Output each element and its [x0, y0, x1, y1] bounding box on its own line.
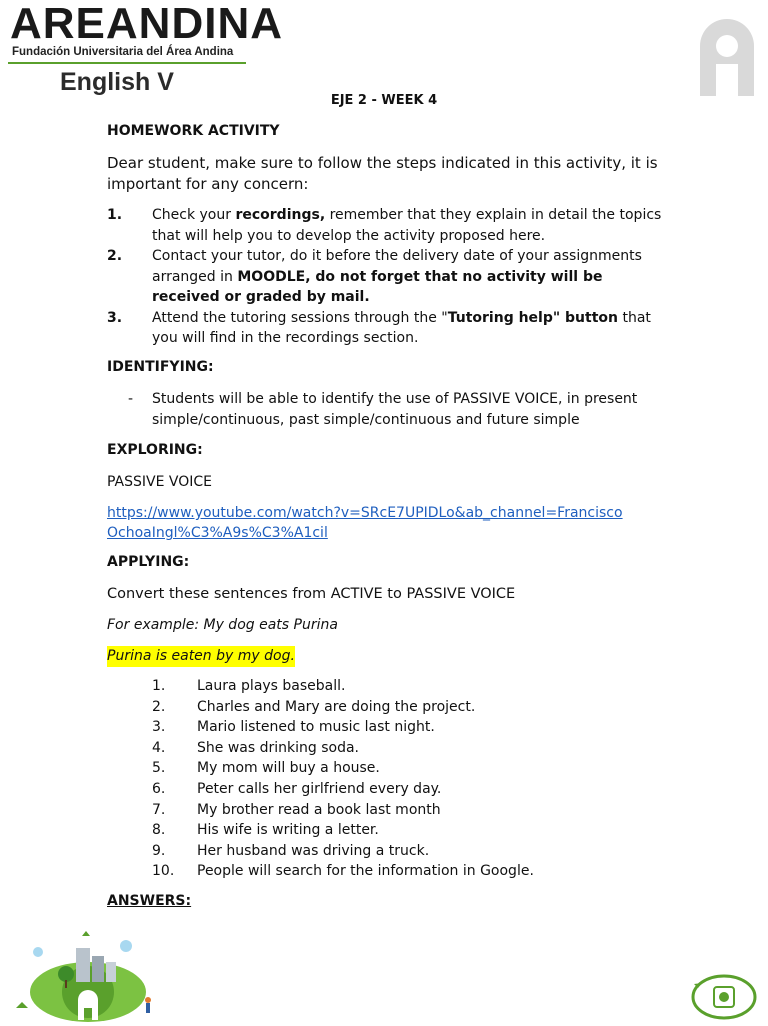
answers-heading: ANSWERS: [107, 893, 192, 909]
intro-text: Dear student, make sure to follow the steps indicated in this activity, it is important for any concern: [107, 154, 658, 193]
example-sentence: For example: My dog eats Purina [107, 617, 338, 633]
list-item: 4. She was drinking soda. [152, 739, 359, 756]
areandina-emblem-icon [692, 4, 762, 100]
example-answer: Purina is eaten by my dog. [107, 646, 295, 667]
exploring-heading: EXPLORING: [107, 442, 203, 458]
list-item: 10. People will search for the information in Google. [152, 863, 534, 880]
list-item: 5. My mom will buy a house. [152, 760, 380, 777]
applying-heading: APPLYING: [107, 554, 190, 570]
step-item: 1. Check your recordings, remember that they explain in detail the topics that will help you to develop the activity proposed here. [107, 207, 662, 244]
list-item: 8. His wife is writing a letter. [152, 822, 379, 839]
logo-subtitle: Fundación Universitaria del Área Andina [12, 46, 234, 58]
list-item: 7. My brother read a book last month [152, 801, 441, 818]
applying-instruction: Convert these sentences from ACTIVE to PASSIVE VOICE [107, 586, 516, 602]
sentence-list [152, 676, 672, 882]
list-item: 1. Laura plays baseball. [152, 678, 346, 694]
page-title: EJE 2 - WEEK 4 [330, 93, 438, 108]
video-link[interactable]: https://www.youtube.com/watch?v=SRcE7UPIDLo&ab_channel=Francisco [107, 505, 623, 521]
exploring-topic: PASSIVE VOICE [107, 474, 212, 490]
identifying-heading: IDENTIFYING: [107, 359, 214, 375]
logo-divider [8, 62, 246, 64]
homework-label: HOMEWORK ACTIVITY [107, 123, 280, 139]
list-item: 9. Her husband was driving a truck. [152, 842, 430, 859]
eco-city-illustration-icon [8, 930, 163, 1026]
logo-wordmark: AREANDINA [10, 0, 283, 48]
steps-list [107, 205, 667, 349]
identifying-bullet: - Students will be able to identify the use of PASSIVE VOICE, in present simple/continuous, past simple/continuous and future simple [128, 391, 638, 428]
list-item: 3. Mario listened to music last night. [152, 719, 435, 736]
step-item: 3. Attend the tutoring sessions through the "Tutoring help" button that you will find in the recordings section. [107, 309, 651, 346]
step-item: 2. Contact your tutor, do it before the delivery date of your assignments arranged in MOODLE, do not forget that no activity will be received or graded by mail. [107, 248, 642, 305]
list-item: 2. Charles and Mary are doing the project. [152, 698, 476, 715]
list-item: 6. Peter calls her girlfriend every day. [152, 780, 442, 797]
recycle-badge-icon [688, 970, 760, 1026]
course-title: English V [60, 68, 174, 96]
video-link-continued[interactable]: OchoaIngl%C3%A9s%C3%A1cil [107, 525, 328, 541]
